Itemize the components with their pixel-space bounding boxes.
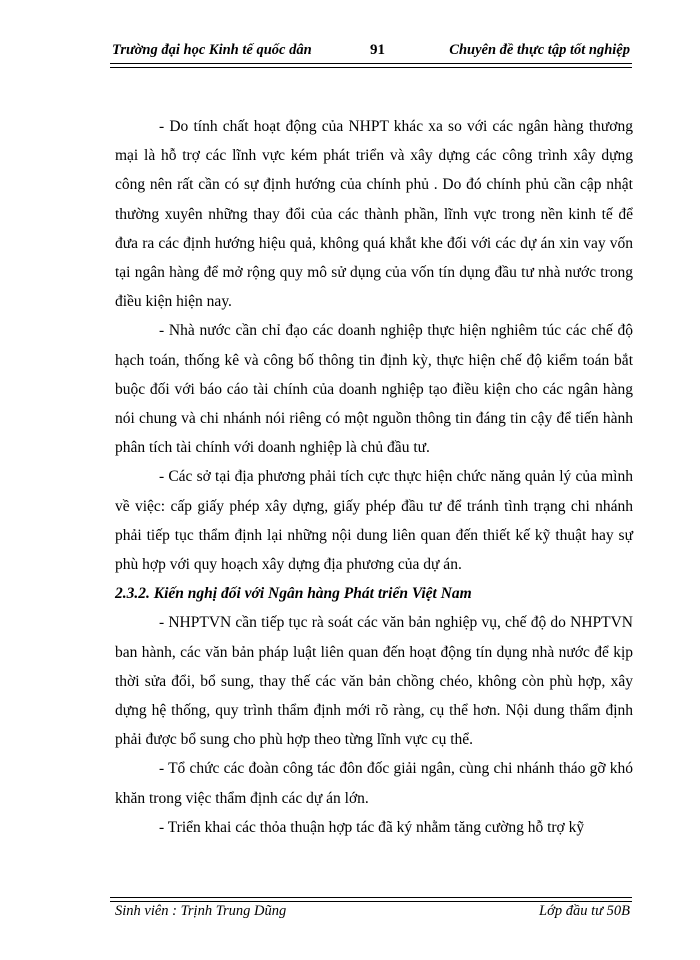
footer-class: Lớp đầu tư 50B — [539, 903, 630, 919]
header-page-number: 91 — [370, 42, 385, 58]
body-paragraph: - Do tính chất hoạt động của NHPT khác xa so với các ngân hàng thương mại là hỗ trợ các lĩnh vực kém phát triển và xây dựng các công trình xây dựng công nên rất cần có sự định hướng của chính phủ . Do đó chính phủ cần cập nhật thường xuyên những thay đổi của các thành phần, lĩnh vực trong nền kinh tế để đưa ra các định hướng hiệu quả, không quá khắt khe đối với các dự án xin vay vốn tại ngân hàng để mở rộng quy mô sử dụng của vốn tín dụng đầu tư nhà nước trong điều kiện hiện nay. — [115, 118, 633, 311]
header-rule-thin — [110, 67, 632, 68]
footer-rule-thick — [110, 901, 632, 902]
header-report-title: Chuyên đề thực tập tốt nghiệp — [449, 42, 630, 58]
page-footer — [115, 903, 630, 925]
section-heading: 2.3.2. Kiến nghị đối với Ngân hàng Phát triển Việt Nam — [115, 585, 472, 603]
body-paragraph: - Nhà nước cần chỉ đạo các doanh nghiệp thực hiện nghiêm túc các chế độ hạch toán, thống kê và công bố thông tin định kỳ, thực hiện chế độ kiểm toán bắt buộc đối với báo cáo tài chính của doanh nghiệp tạo điều kiện cho các ngân hàng nói chung và chi nhánh nói riêng có một nguồn thông tin đáng tin cậy để tiến hành phân tích tài chính với doanh nghiệp là chủ đầu tư. — [115, 322, 633, 457]
body-paragraph: - Triển khai các thỏa thuận hợp tác đã ký nhằm tăng cường hỗ trợ kỹ — [159, 818, 585, 836]
body-paragraph: - NHPTVN cần tiếp tục rà soát các văn bản nghiệp vụ, chế độ do NHPTVN ban hành, các văn bản pháp luật liên quan đến hoạt động tín dụng nhà nước để kịp thời sửa đổi, bổ sung, thay thế các văn bản chồng chéo, không còn phù hợp, xây dựng hệ thống, quy trình thẩm định mới rõ ràng, cụ thể hơn. Nội dung thẩm định phải được bổ sung cho phù hợp theo từng lĩnh vực cụ thể. — [115, 614, 633, 749]
header-rule-thick — [110, 63, 632, 64]
body-paragraph: - Tổ chức các đoàn công tác đôn đốc giải ngân, cùng chi nhánh tháo gỡ khó khăn trong việc thẩm định các dự án lớn. — [115, 760, 633, 807]
page-body — [115, 112, 633, 842]
header-school: Trường đại học Kinh tế quốc dân — [112, 42, 312, 58]
page-header — [112, 42, 630, 64]
footer-student: Sinh viên : Trịnh Trung Dũng — [115, 903, 287, 919]
body-paragraph: - Các sở tại địa phương phải tích cực thực hiện chức năng quản lý của mình về việc: cấp giấy phép xây dựng, giấy phép đầu tư để tránh tình trạng chi nhánh phải tiếp tục thẩm định lại những nội dung liên quan đến thiết kế kỹ thuật hay sự phù hợp với quy hoạch xây dựng địa phương của dự án. — [115, 468, 633, 574]
footer-rule-thin — [110, 897, 632, 898]
